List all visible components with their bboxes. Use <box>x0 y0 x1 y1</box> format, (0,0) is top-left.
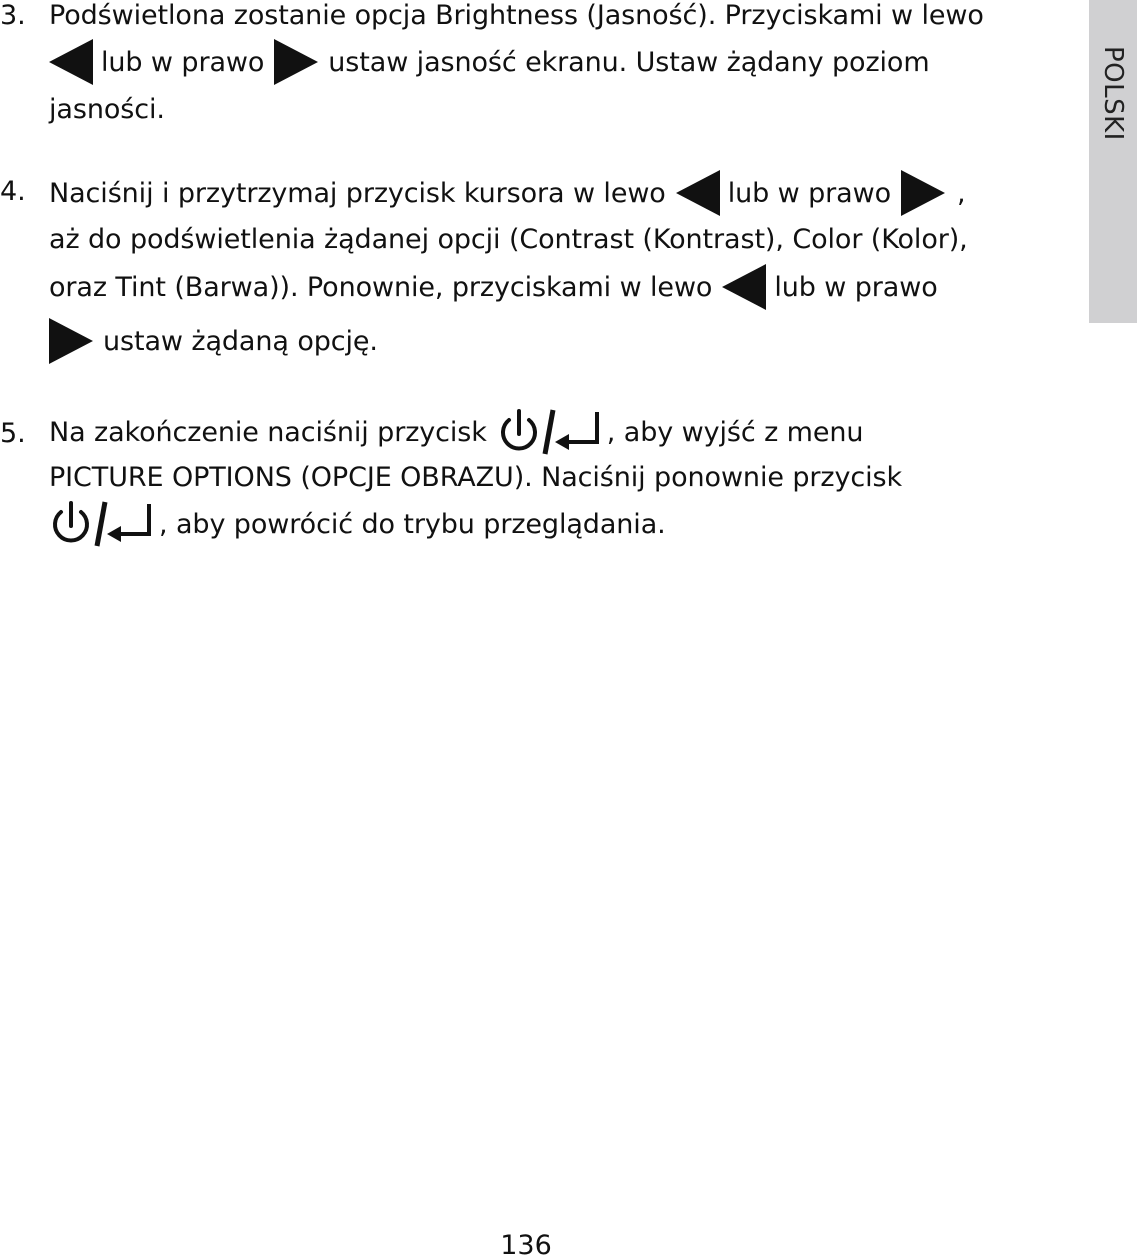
left-arrow-icon <box>722 264 766 310</box>
power-enter-icon <box>497 408 601 456</box>
right-arrow-icon <box>49 318 93 364</box>
step-number: 4. <box>0 176 26 207</box>
step-text: Na zakończenie naciśnij przycisk <box>49 416 487 448</box>
step-text: , aby powrócić do trybu przeglądania. <box>159 508 666 540</box>
step-text: ustaw żądaną opcję. <box>103 325 378 357</box>
right-arrow-icon <box>901 170 945 216</box>
step-number: 3. <box>0 0 26 31</box>
left-arrow-icon <box>676 170 720 216</box>
step-text: oraz Tint (Barwa)). Ponownie, przyciskami w lewo <box>49 271 713 303</box>
step-text: ustaw jasność ekranu. Ustaw żądany poziom <box>328 46 930 78</box>
step-text: aż do podświetlenia żądanej opcji (Contrast (Kontrast), Color (Kolor), <box>49 224 968 255</box>
language-tab-label: POLSKI <box>1098 46 1128 141</box>
step-text: PICTURE OPTIONS (OPCJE OBRAZU). Naciśnij ponownie przycisk <box>49 462 902 493</box>
step-text: lub w prawo <box>774 271 938 303</box>
right-arrow-icon <box>274 39 318 85</box>
step-number: 5. <box>0 418 26 449</box>
step-text: lub w prawo <box>101 46 265 78</box>
power-enter-icon <box>49 500 153 548</box>
step-text: Podświetlona zostanie opcja Brightness (Jasność). Przyciskami w lewo <box>49 0 984 31</box>
step-text: , aby wyjść z menu <box>606 416 864 448</box>
step-text: jasności. <box>49 94 165 125</box>
step-text: lub w prawo <box>727 177 892 209</box>
page-number: 136 <box>500 1230 552 1260</box>
step-text: Naciśnij i przytrzymaj przycisk kursora w lewo <box>49 177 666 209</box>
left-arrow-icon <box>49 39 93 85</box>
step-text: , <box>957 177 966 209</box>
